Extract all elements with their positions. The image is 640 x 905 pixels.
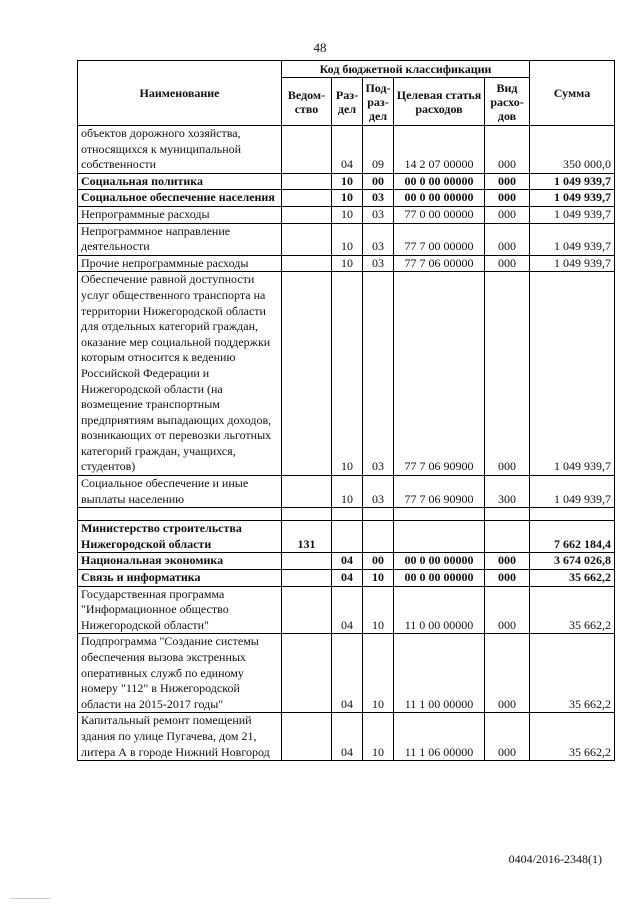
cell-tselevaya (394, 508, 485, 521)
cell-vedomstvo (282, 508, 332, 521)
cell-razdel: 04 (332, 634, 363, 713)
cell-name: Непрограммное направление деятельности (78, 223, 282, 255)
cell-razdel: 04 (332, 570, 363, 587)
cell-razdel: 10 (332, 173, 363, 190)
cell-vid: 000 (485, 223, 530, 255)
cell-podrazdel: 09 (363, 126, 394, 174)
cell-podrazdel: 10 (363, 570, 394, 587)
cell-podrazdel: 03 (363, 223, 394, 255)
cell-tselevaya: 00 0 00 00000 (394, 570, 485, 587)
cell-podrazdel (363, 508, 394, 521)
page-number: 48 (313, 40, 327, 55)
header-podrazdel: Под-раз-дел (363, 78, 394, 126)
cell-name: Социальная политика (78, 173, 282, 190)
cell-summa: 7 662 184,4 (530, 521, 615, 553)
cell-vedomstvo (282, 586, 332, 634)
scan-edge-mark (10, 898, 50, 899)
header-classification-group: Код бюджетной классификации (282, 61, 530, 78)
cell-vid: 000 (485, 126, 530, 174)
table-row (78, 553, 615, 570)
cell-podrazdel: 00 (363, 553, 394, 570)
cell-summa (530, 508, 615, 521)
cell-vid: 000 (485, 255, 530, 272)
cell-summa: 1 049 939,7 (530, 272, 615, 476)
cell-summa: 1 049 939,7 (530, 223, 615, 255)
cell-name (78, 508, 282, 521)
header-vid: Вид расхо-дов (485, 78, 530, 126)
cell-summa: 1 049 939,7 (530, 173, 615, 190)
table-body (78, 126, 615, 761)
cell-vedomstvo (282, 634, 332, 713)
cell-razdel: 04 (332, 586, 363, 634)
cell-vedomstvo (282, 206, 332, 223)
cell-vedomstvo (282, 476, 332, 508)
cell-vedomstvo (282, 173, 332, 190)
cell-razdel (332, 508, 363, 521)
cell-tselevaya: 14 2 07 00000 (394, 126, 485, 174)
cell-vedomstvo (282, 190, 332, 207)
cell-name: Государственная программа "Информационное общество Нижегородской области" (78, 586, 282, 634)
header-razdel: Раз-дел (332, 78, 363, 126)
cell-razdel: 10 (332, 255, 363, 272)
cell-tselevaya: 11 1 06 00000 (394, 713, 485, 761)
cell-razdel: 04 (332, 126, 363, 174)
table-row (78, 508, 615, 521)
table-header (78, 61, 615, 126)
cell-podrazdel: 03 (363, 206, 394, 223)
cell-razdel: 04 (332, 553, 363, 570)
cell-vid: 000 (485, 553, 530, 570)
cell-tselevaya: 77 0 00 00000 (394, 206, 485, 223)
cell-tselevaya: 11 0 00 00000 (394, 586, 485, 634)
cell-name: Подпрограмма "Создание системы обеспечения вызова экстренных оперативных служб по единому номеру "112" в Нижегородской области на 2015-2017 годы" (78, 634, 282, 713)
cell-name: Обеспечение равной доступности услуг общественного транспорта на территории Нижегородской области для отдельных категорий граждан, оказание мер социальной поддержки которым относится к ведению Российской Федерации и Нижегородской области (на возмещение транспортным предприятиям выпадающих доходов, возникающих от перевозки льготных категорий граждан, учащихся, студентов) (78, 272, 282, 476)
header-summa: Сумма (530, 61, 615, 126)
cell-name: объектов дорожного хозяйства, относящихся к муниципальной собственности (78, 126, 282, 174)
cell-podrazdel: 10 (363, 713, 394, 761)
cell-tselevaya: 00 0 00 00000 (394, 553, 485, 570)
cell-vid: 000 (485, 173, 530, 190)
cell-summa: 3 674 026,8 (530, 553, 615, 570)
table-row (78, 272, 615, 476)
cell-vedomstvo (282, 553, 332, 570)
cell-tselevaya: 77 7 06 90900 (394, 272, 485, 476)
cell-vid (485, 521, 530, 553)
cell-name: Связь и информатика (78, 570, 282, 587)
cell-vedomstvo (282, 272, 332, 476)
cell-vid: 300 (485, 476, 530, 508)
cell-vid: 000 (485, 570, 530, 587)
cell-tselevaya: 00 0 00 00000 (394, 190, 485, 207)
budget-table (77, 60, 615, 761)
cell-podrazdel: 03 (363, 476, 394, 508)
table-row (78, 173, 615, 190)
cell-podrazdel: 10 (363, 634, 394, 713)
cell-summa: 35 662,2 (530, 586, 615, 634)
cell-podrazdel: 00 (363, 173, 394, 190)
cell-vid: 000 (485, 634, 530, 713)
cell-vid: 000 (485, 713, 530, 761)
table-row (78, 713, 615, 761)
table-row (78, 521, 615, 553)
table-row (78, 476, 615, 508)
header-name: Наименование (78, 61, 282, 126)
cell-summa: 1 049 939,7 (530, 190, 615, 207)
table-row (78, 223, 615, 255)
cell-razdel: 10 (332, 476, 363, 508)
cell-summa: 35 662,2 (530, 713, 615, 761)
cell-summa: 35 662,2 (530, 570, 615, 587)
cell-summa: 35 662,2 (530, 634, 615, 713)
table-row (78, 190, 615, 207)
cell-tselevaya: 77 7 06 00000 (394, 255, 485, 272)
cell-vid: 000 (485, 206, 530, 223)
table-row (78, 255, 615, 272)
cell-summa: 1 049 939,7 (530, 476, 615, 508)
table-row (78, 634, 615, 713)
cell-vedomstvo (282, 126, 332, 174)
cell-razdel: 10 (332, 223, 363, 255)
cell-vid (485, 508, 530, 521)
cell-summa: 1 049 939,7 (530, 255, 615, 272)
document-code: 0404/2016-2348(1) (508, 852, 602, 866)
cell-podrazdel: 03 (363, 255, 394, 272)
cell-tselevaya: 00 0 00 00000 (394, 173, 485, 190)
cell-razdel: 10 (332, 272, 363, 476)
table-row (78, 586, 615, 634)
table-row (78, 570, 615, 587)
header-tselevaya: Целевая статья расходов (394, 78, 485, 126)
cell-vedomstvo (282, 713, 332, 761)
cell-vedomstvo (282, 255, 332, 272)
cell-name: Капитальный ремонт помещений здания по улице Пугачева, дом 21, литера А в городе Нижний Новгород (78, 713, 282, 761)
cell-vedomstvo (282, 223, 332, 255)
cell-podrazdel: 03 (363, 272, 394, 476)
table-row (78, 206, 615, 223)
cell-tselevaya: 77 7 06 90900 (394, 476, 485, 508)
cell-vid: 000 (485, 190, 530, 207)
cell-razdel: 04 (332, 713, 363, 761)
cell-tselevaya: 77 7 00 00000 (394, 223, 485, 255)
cell-podrazdel: 03 (363, 190, 394, 207)
cell-vedomstvo: 131 (282, 521, 332, 553)
header-vedomstvo: Ведом-ство (282, 78, 332, 126)
cell-name: Министерство строительства Нижегородской области (78, 521, 282, 553)
cell-razdel: 10 (332, 206, 363, 223)
cell-name: Социальное обеспечение населения (78, 190, 282, 207)
cell-podrazdel (363, 521, 394, 553)
cell-name: Прочие непрограммные расходы (78, 255, 282, 272)
cell-tselevaya: 11 1 00 00000 (394, 634, 485, 713)
cell-tselevaya (394, 521, 485, 553)
cell-podrazdel: 10 (363, 586, 394, 634)
cell-vid: 000 (485, 272, 530, 476)
cell-summa: 1 049 939,7 (530, 206, 615, 223)
cell-vid: 000 (485, 586, 530, 634)
cell-razdel: 10 (332, 190, 363, 207)
cell-vedomstvo (282, 570, 332, 587)
cell-razdel (332, 521, 363, 553)
cell-name: Национальная экономика (78, 553, 282, 570)
cell-name: Социальное обеспечение и иные выплаты населению (78, 476, 282, 508)
cell-summa: 350 000,0 (530, 126, 615, 174)
table-row (78, 126, 615, 174)
cell-name: Непрограммные расходы (78, 206, 282, 223)
